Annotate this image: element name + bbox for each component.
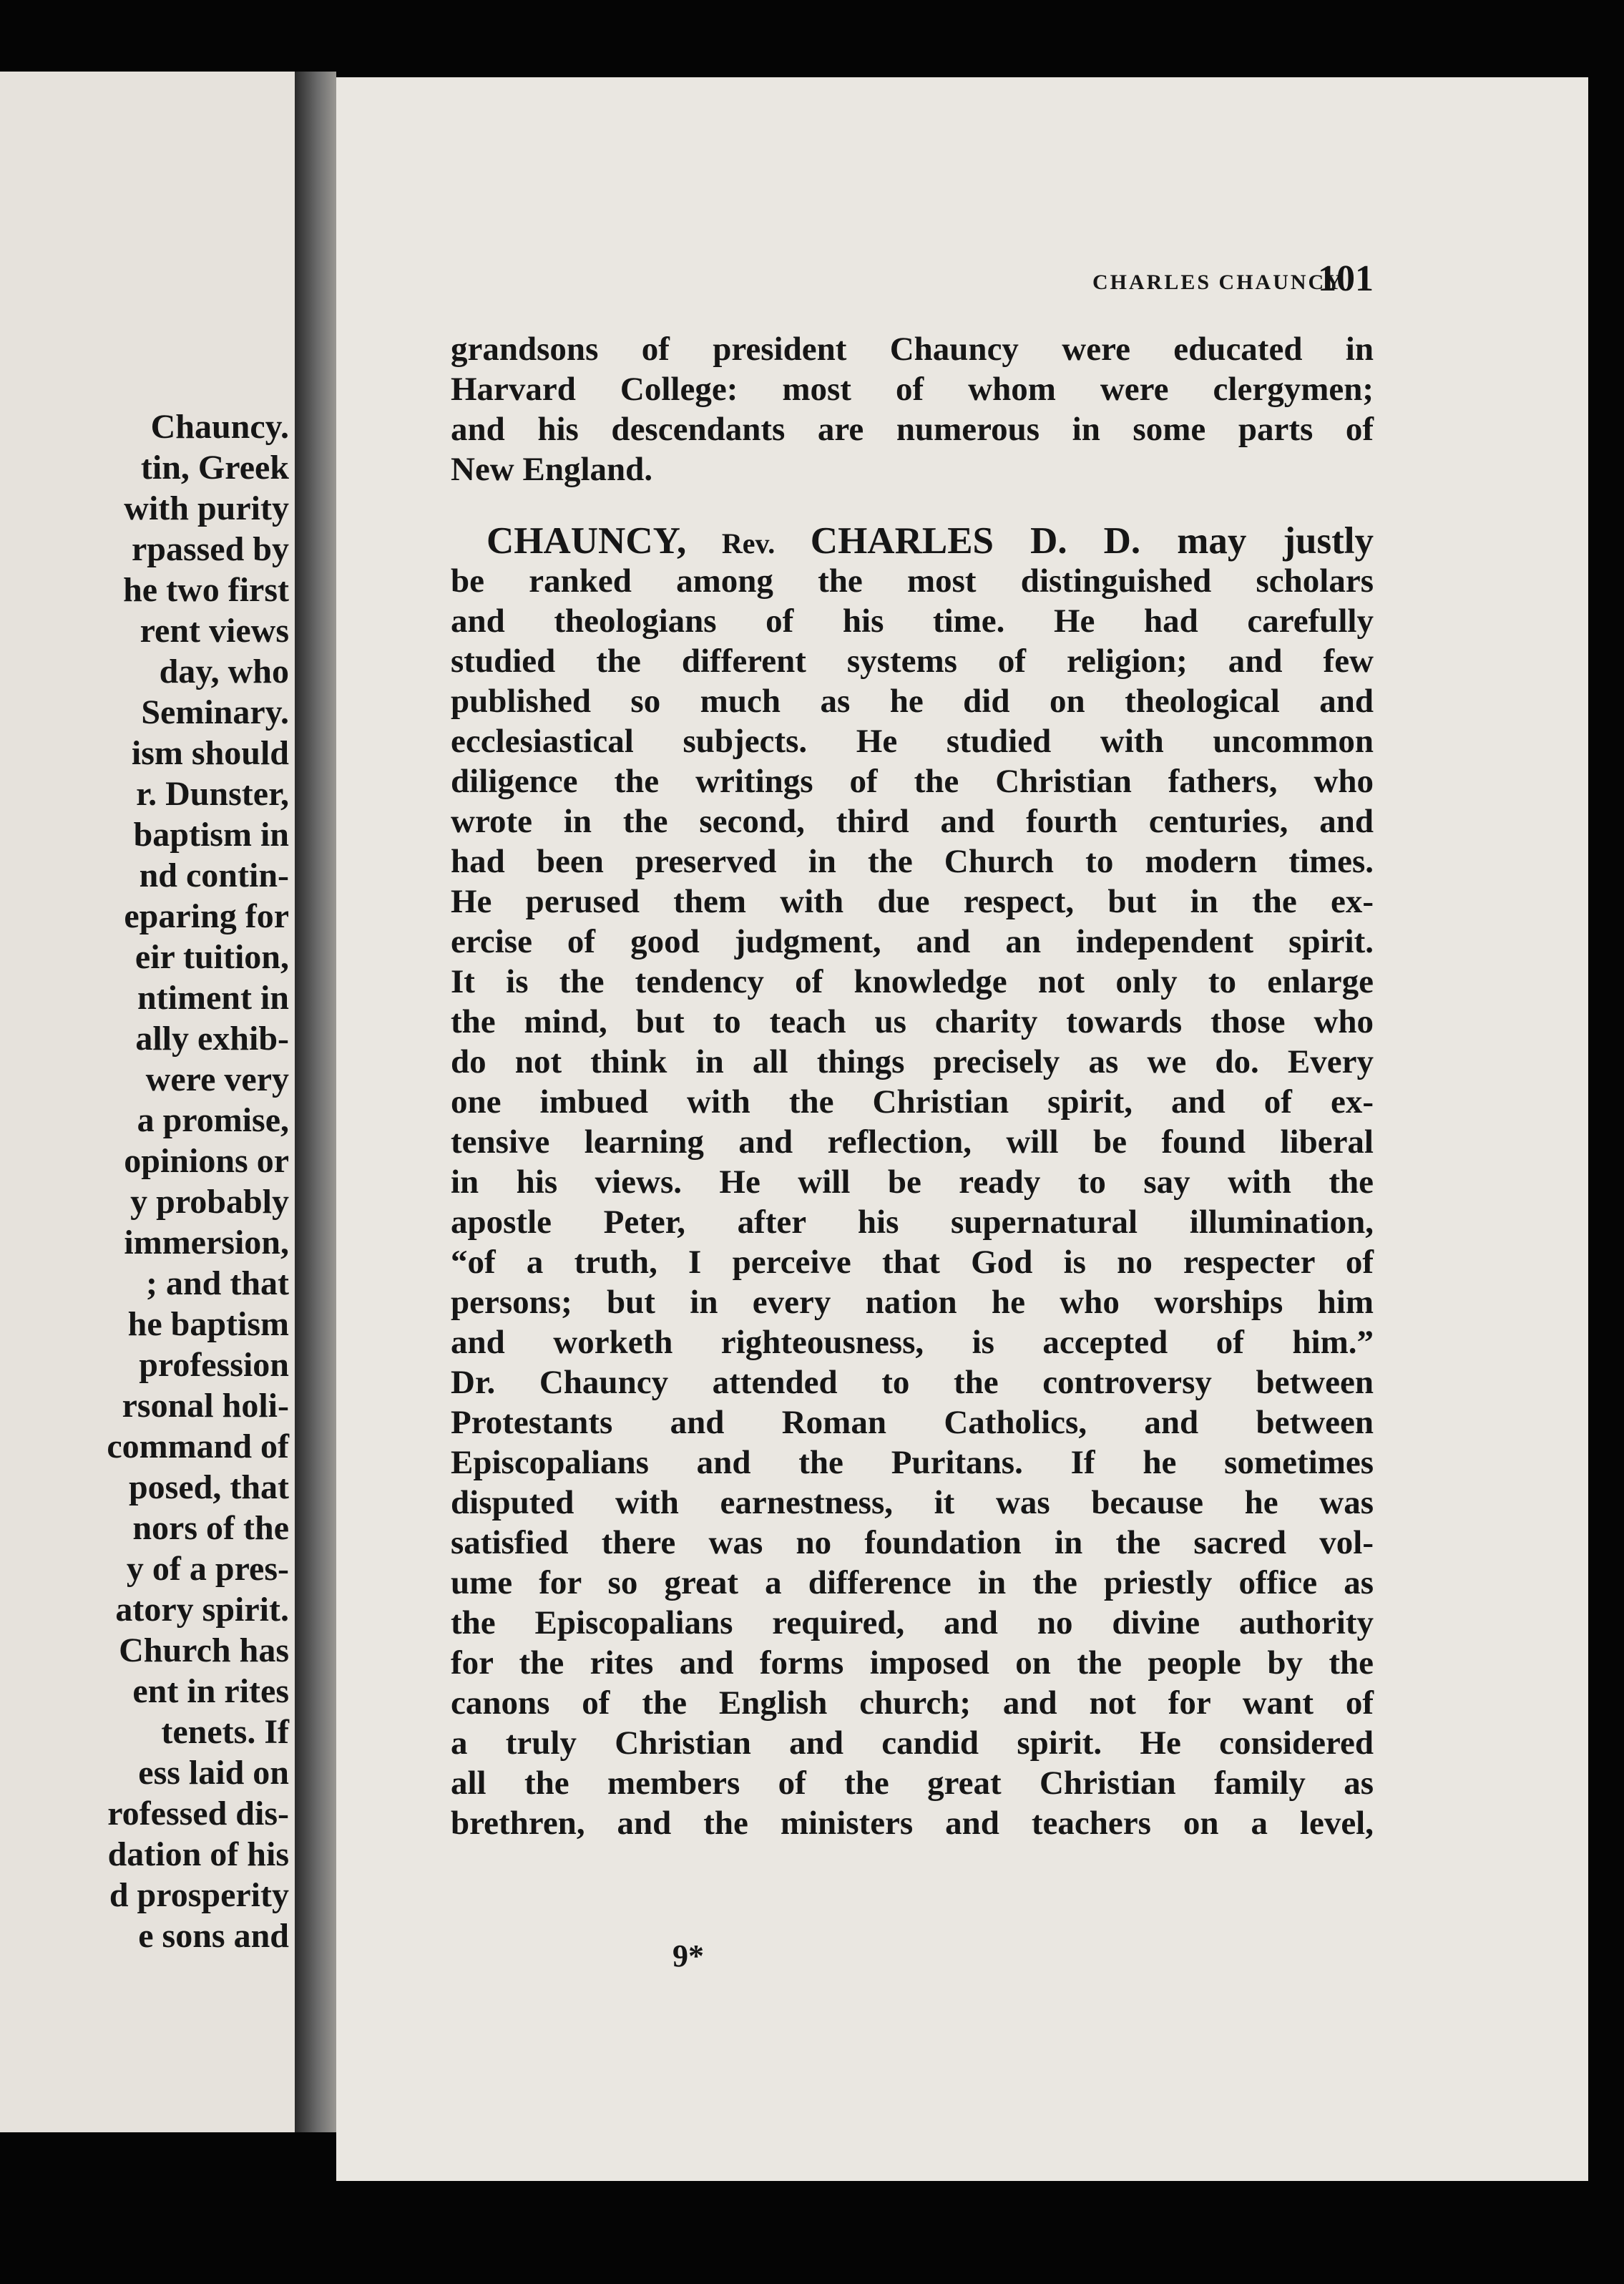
left-page-line: tenets. If [161, 1713, 289, 1751]
p2-line: disputed with earnestness, it was because he was [451, 1484, 1374, 1521]
left-page-line: a promise, [137, 1101, 289, 1139]
left-page-line: ; and that [145, 1264, 289, 1302]
left-page-line: tin, Greek [140, 449, 289, 487]
left-page-line: rsonal holi- [122, 1387, 289, 1425]
p2-line: wrote in the second, third and fourth centuries, and [451, 803, 1374, 840]
paragraph-biography [451, 561, 1374, 1843]
left-page [0, 72, 295, 2132]
left-page-line: atory spirit. [115, 1591, 289, 1629]
left-page-line: ntiment in [137, 979, 289, 1017]
p2-line: satisfied there was no foundation in the sacred vol- [451, 1524, 1374, 1561]
p2-line: persons; but in every nation he who worships him [451, 1284, 1374, 1321]
left-page-line: rofessed dis- [107, 1795, 289, 1832]
p2-line: Protestants and Roman Catholics, and between [451, 1404, 1374, 1441]
entry-name: CHAUNCY, [486, 520, 687, 562]
left-page-line: posed, that [128, 1468, 289, 1506]
p2-line: ume for so great a difference in the priestly office as [451, 1564, 1374, 1601]
p2-line: be ranked among the most distinguished scholars [451, 562, 1374, 600]
book-gutter [295, 72, 336, 2132]
left-page-line: profession [139, 1346, 289, 1384]
p2-line: the mind, but to teach us charity towards those who [451, 1003, 1374, 1040]
right-page [336, 77, 1588, 2181]
p2-line: apostle Peter, after his supernatural illumination, [451, 1204, 1374, 1241]
p2-line: canons of the English church; and not for want of [451, 1684, 1374, 1722]
p1-line: New England. [451, 451, 653, 488]
left-page-line: he baptism [127, 1305, 289, 1343]
p2-line: tensive learning and reflection, will be found liberal [451, 1123, 1374, 1161]
left-page-text [3, 406, 289, 1956]
left-page-line: were very [145, 1060, 289, 1098]
running-head: CHARLES CHAUNCY [1092, 270, 1344, 294]
p2-line: Dr. Chauncy attended to the controversy between [451, 1364, 1374, 1401]
left-page-line: d prosperity [109, 1876, 289, 1914]
left-page-line: y probably [130, 1183, 289, 1221]
left-page-line: opinions or [124, 1142, 289, 1180]
p1-line: and his descendants are numerous in some parts of [451, 411, 1374, 448]
p2-line: ercise of good judgment, and an independent spirit. [451, 923, 1374, 960]
left-page-line: eir tuition, [134, 938, 289, 976]
p2-line: and theologians of his time. He had carefully [451, 602, 1374, 640]
p2-line: diligence the writings of the Christian fathers, who [451, 763, 1374, 800]
left-page-line: ent in rites [132, 1672, 289, 1710]
left-page-line: baptism in [133, 816, 289, 854]
p1-line: Harvard College: most of whom were clergymen; [451, 371, 1374, 408]
left-page-line: nors of the [132, 1509, 289, 1547]
left-page-line: Seminary. [141, 693, 289, 731]
left-page-line: rent views [140, 612, 289, 650]
left-page-line: nd contin- [139, 856, 289, 894]
p2-line: all the members of the great Christian family as [451, 1765, 1374, 1802]
left-page-line: dation of his [107, 1835, 289, 1873]
signature-mark: 9* [672, 1938, 704, 1973]
entry-title: Rev. [721, 527, 776, 560]
p2-line: the Episcopalians required, and no divine authority [451, 1604, 1374, 1641]
entry-first-line-rest: CHARLES D. D. may justly [810, 520, 1374, 562]
p2-line: It is the tendency of knowledge not only to enlarge [451, 963, 1374, 1000]
p2-line: one imbued with the Christian spirit, and of ex- [451, 1083, 1374, 1121]
p1-line: grandsons of president Chauncy were educated in [451, 331, 1374, 368]
left-page-line: Chauncy. [150, 408, 289, 446]
p2-line: published so much as he did on theological and [451, 683, 1374, 720]
left-page-line: ally exhib- [135, 1020, 289, 1058]
page-number: 101 [1318, 258, 1374, 299]
left-page-line: r. Dunster, [136, 775, 289, 813]
p2-line: studied the different systems of religion; and few [451, 643, 1374, 680]
left-page-line: ess laid on [138, 1754, 289, 1792]
left-page-line: command of [107, 1428, 289, 1465]
p2-line: for the rites and forms imposed on the people by the [451, 1644, 1374, 1682]
p2-line: “of a truth, I perceive that God is no respecter of [451, 1244, 1374, 1281]
left-page-line: Church has [119, 1631, 289, 1669]
left-page-line: day, who [159, 653, 289, 690]
p2-line: a truly Christian and candid spirit. He considered [451, 1724, 1374, 1762]
p2-line: in his views. He will be ready to say with the [451, 1163, 1374, 1201]
p2-line: do not think in all things precisely as we do. Every [451, 1043, 1374, 1080]
left-page-line: with purity [124, 489, 289, 527]
p2-line: had been preserved in the Church to modern times. [451, 843, 1374, 880]
p2-line: He perused them with due respect, but in the ex- [451, 883, 1374, 920]
left-page-line: e sons and [138, 1917, 289, 1955]
left-page-line: y of a pres- [126, 1550, 289, 1588]
p2-line: ecclesiastical subjects. He studied with uncommon [451, 723, 1374, 760]
left-page-line: immersion, [124, 1224, 289, 1261]
left-page-line: rpassed by [131, 530, 289, 568]
left-page-line: ism should [131, 734, 289, 772]
paragraph-continuation [451, 329, 1374, 489]
left-page-line: eparing for [124, 897, 289, 935]
p2-line: Episcopalians and the Puritans. If he sometimes [451, 1444, 1374, 1481]
left-page-line: he two first [123, 571, 289, 609]
p2-line: brethren, and the ministers and teachers on a level, [451, 1805, 1374, 1842]
entry-first-line [451, 521, 1374, 561]
body-text [451, 329, 1374, 1843]
p2-line: and worketh righteousness, is accepted of him.” [451, 1324, 1374, 1361]
